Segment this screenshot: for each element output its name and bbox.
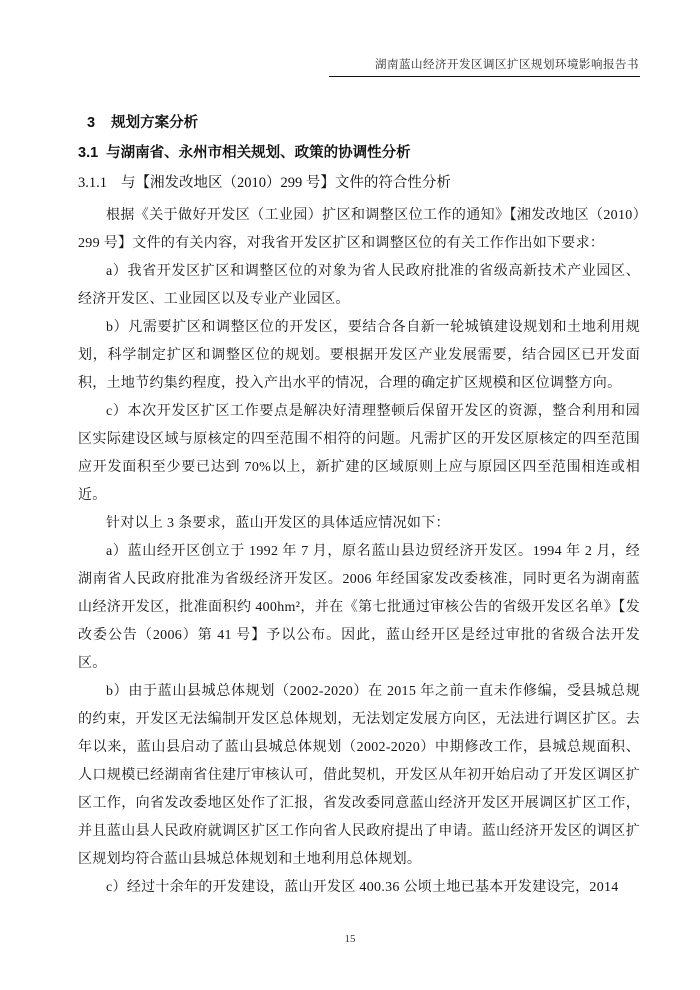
heading-text: 规划方案分析 (111, 114, 199, 131)
body-paragraph: b）由于蓝山县城总体规划（2002-2020）在 2015 年之前一直未作修编，受县城总规的约束，开发区无法编制开发区总体规划，无法划定发展方向区，无法进行调区扩区。去年以来，蓝山县启动了蓝山县城总体规划（2002-2020）中期修改工作，县城总规面积、人口规模已经湖南省住建厅审核认可，借此契机，开发区从年初开始启动了开发区调区扩区工作，向省发改委地区处作了汇报，省发改委同意蓝山经济开发区开展调区扩区工作，并且蓝山县人民政府就调区扩区工作向省人民政府提出了申请。蓝山经济开发区的调区扩区规划均符合蓝山县城总体规划和土地利用总体规划。 (78, 683, 640, 867)
body-text (78, 202, 640, 902)
body-paragraph: 针对以上 3 条要求，蓝山开发区的具体适应情况如下： (106, 515, 450, 531)
body-paragraph: c）本次开发区扩区工作要点是解决好清理整顿后保留开发区的资源，整合利用和园区实际建设区域与原核定的四至范围不相符的问题。凡需扩区的开发区原核定的四至范围应开发面积至少要已达到 70%以上，新扩建的区域原则上应与原园区四至范围相连或相近。 (78, 403, 640, 503)
body-paragraph: 根据《关于做好开发区（工业园）扩区和调整区位工作的通知》【湘发改地区（2010）299 号】文件的有关内容，对我省开发区扩区和调整区位的有关工作作出如下要求： (78, 207, 640, 251)
body-paragraph: a）我省开发区扩区和调整区位的对象为省人民政府批准的省级高新技术产业园区、经济开发区、工业园区以及专业产业园区。 (78, 263, 640, 307)
heading-section-3-1 (78, 144, 640, 163)
body-paragraph: a）蓝山经开区创立于 1992 年 7 月，原名蓝山县边贸经济开发区。1994 年 2 月，经湖南省人民政府批准为省级经济开发区。2006 年经国家发改委核准，同时更名为湖南蓝山经济开发区，批准面积约 400hm²，并在《第七批通过审核公告的省级开发区名单》【发改委公告（2006）第 41 号】予以公布。因此，蓝山经开区是经过审批的省级合法开发区。 (78, 543, 640, 671)
body-paragraph: c）经过十余年的开发建设，蓝山开发区 400.36 公顷土地已基本开发建设完，2014 (106, 879, 619, 895)
heading-number: 3.1.1 (78, 174, 107, 191)
page-number: 15 (344, 933, 356, 945)
heading-number: 3 (87, 114, 96, 131)
heading-number: 3.1 (78, 144, 99, 161)
heading-text: 与【湘发改地区（2010）299 号】文件的符合性分析 (121, 174, 451, 191)
heading-section-3-1-1 (78, 174, 640, 193)
heading-section-3 (87, 114, 640, 133)
running-header-title: 湖南蓝山经济开发区调区扩区规划环境影响报告书 (329, 58, 640, 77)
heading-text: 与湖南省、永州市相关规划、政策的协调性分析 (106, 144, 411, 161)
page-header (78, 58, 640, 77)
headings-block (78, 114, 640, 193)
body-paragraph: b）凡需要扩区和调整区位的开发区，要结合各自新一轮城镇建设规划和土地利用规划，科学制定扩区和调整区位的规划。要根据开发区产业发展需要，结合园区已开发面积，土地节约集约程度，投入产出水平的情况，合理的确定扩区规模和区位调整方向。 (78, 319, 640, 391)
